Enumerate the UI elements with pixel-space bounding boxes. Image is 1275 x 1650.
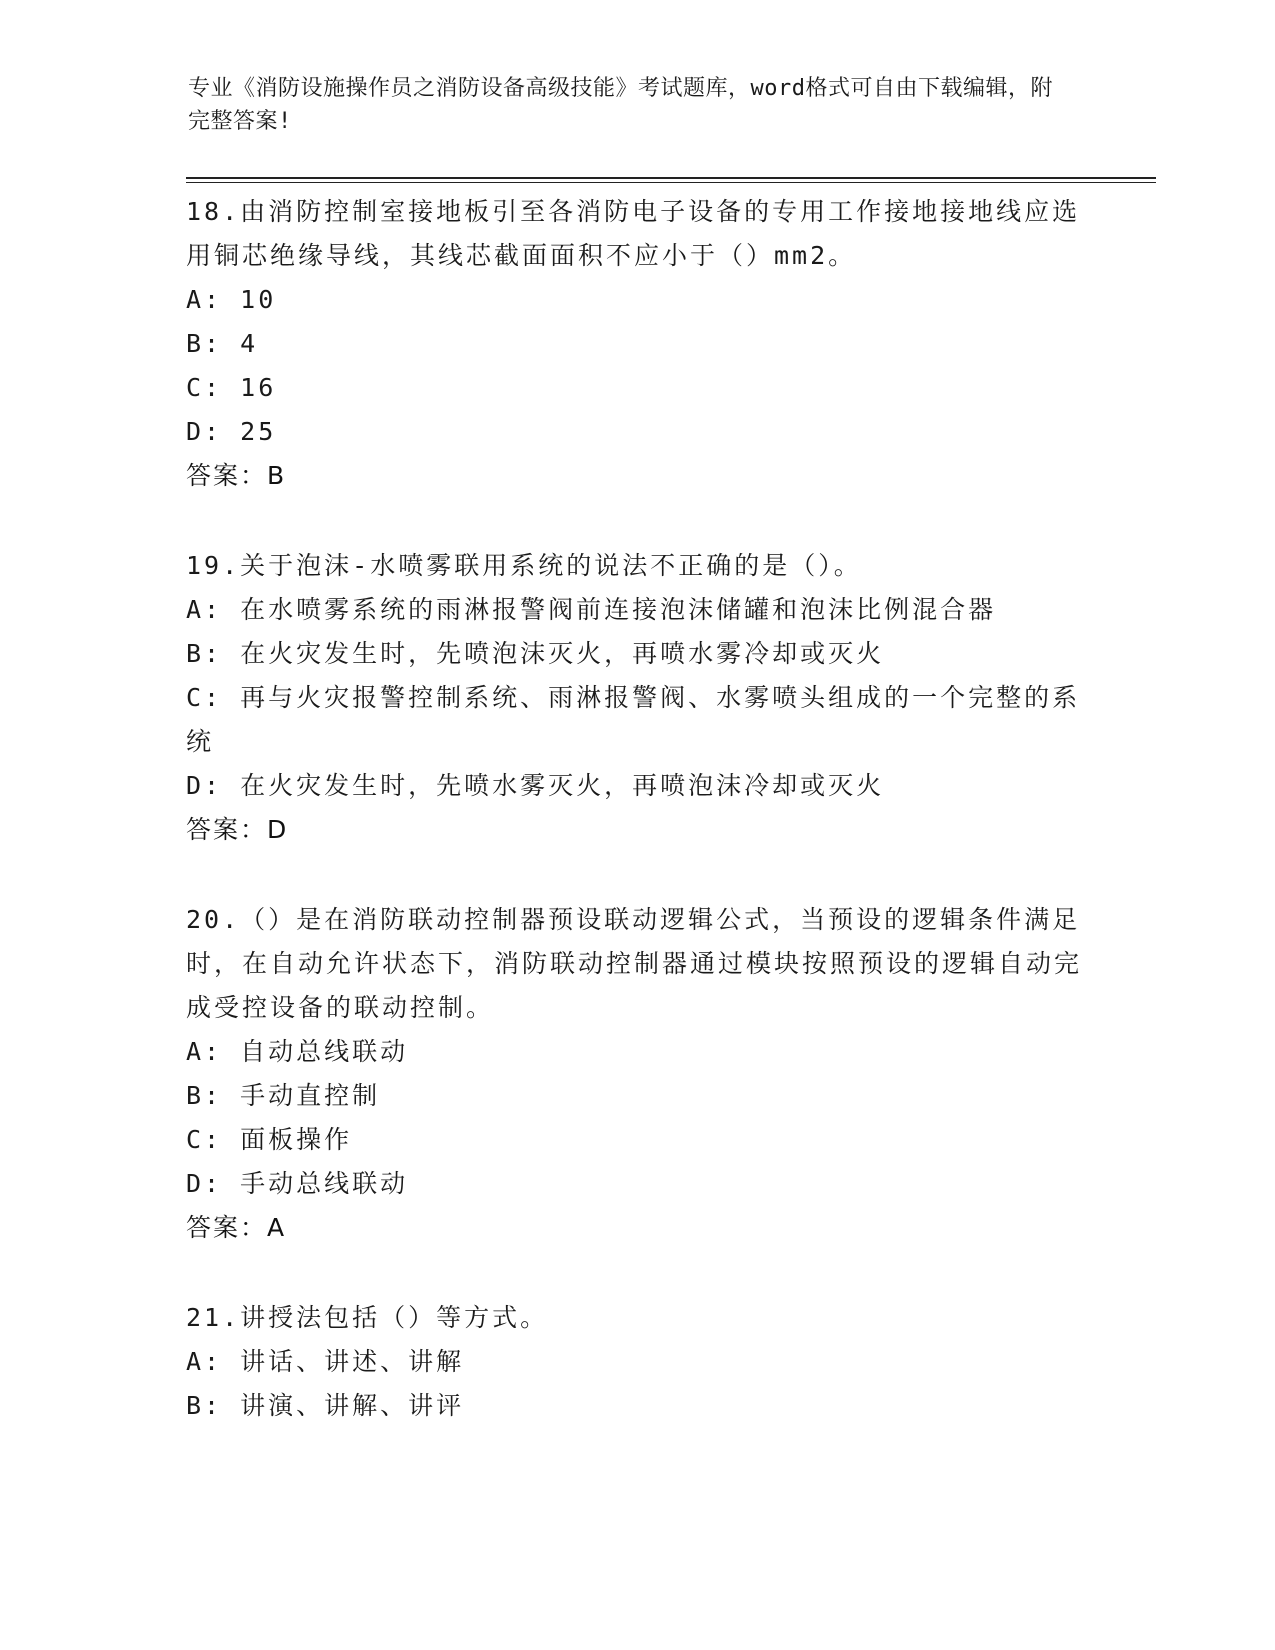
- option-a: A: 讲话、讲述、讲解: [186, 1347, 465, 1376]
- question-stem: 18.由消防控制室接地板引至各消防电子设备的专用工作接地接地线应选用铜芯绝缘导线，其线芯截面面积不应小于（）mm2。: [186, 197, 1081, 270]
- header-divider-thin: [186, 182, 1156, 183]
- question-stem: 19.关于泡沫-水喷雾联用系统的说法不正确的是（）。: [186, 551, 862, 580]
- answer: 答案：A: [186, 1213, 287, 1242]
- option-d: D: 手动总线联动: [186, 1169, 409, 1198]
- question-stem: 21.讲授法包括（）等方式。: [186, 1303, 549, 1332]
- question-20: [186, 898, 1086, 1250]
- option-d: D: 在火灾发生时，先喷水雾灭火，再喷泡沫冷却或灭火: [186, 771, 885, 800]
- answer: 答案：B: [186, 461, 287, 490]
- question-stem: 20.（）是在消防联动控制器预设联动逻辑公式，当预设的逻辑条件满足时，在自动允许状态下，消防联动控制器通过模块按照预设的逻辑自动完成受控设备的联动控制。: [186, 905, 1083, 1022]
- option-b: B: 讲演、讲解、讲评: [186, 1391, 465, 1420]
- question-list: [186, 190, 1086, 1428]
- question-19: [186, 544, 1086, 852]
- option-c: C: 16: [186, 373, 277, 402]
- option-b: B: 4: [186, 329, 259, 358]
- option-d: D: 25: [186, 417, 277, 446]
- question-21: [186, 1296, 1086, 1428]
- header-divider: [186, 177, 1156, 179]
- option-b: B: 手动直控制: [186, 1081, 381, 1110]
- answer: 答案：D: [186, 815, 289, 844]
- option-a: A: 在水喷雾系统的雨淋报警阀前连接泡沫储罐和泡沫比例混合器: [186, 595, 997, 624]
- option-a: A: 10: [186, 285, 277, 314]
- option-c: C: 再与火灾报警控制系统、雨淋报警阀、水雾喷头组成的一个完整的系统: [186, 683, 1081, 756]
- option-b: B: 在火灾发生时，先喷泡沫灭火，再喷水雾冷却或灭火: [186, 639, 885, 668]
- question-18: [186, 190, 1086, 498]
- option-c: C: 面板操作: [186, 1125, 353, 1154]
- option-a: A: 自动总线联动: [186, 1037, 409, 1066]
- document-header: 专业《消防设施操作员之消防设备高级技能》考试题库，word格式可自由下载编辑，附完整答案!: [188, 76, 1053, 134]
